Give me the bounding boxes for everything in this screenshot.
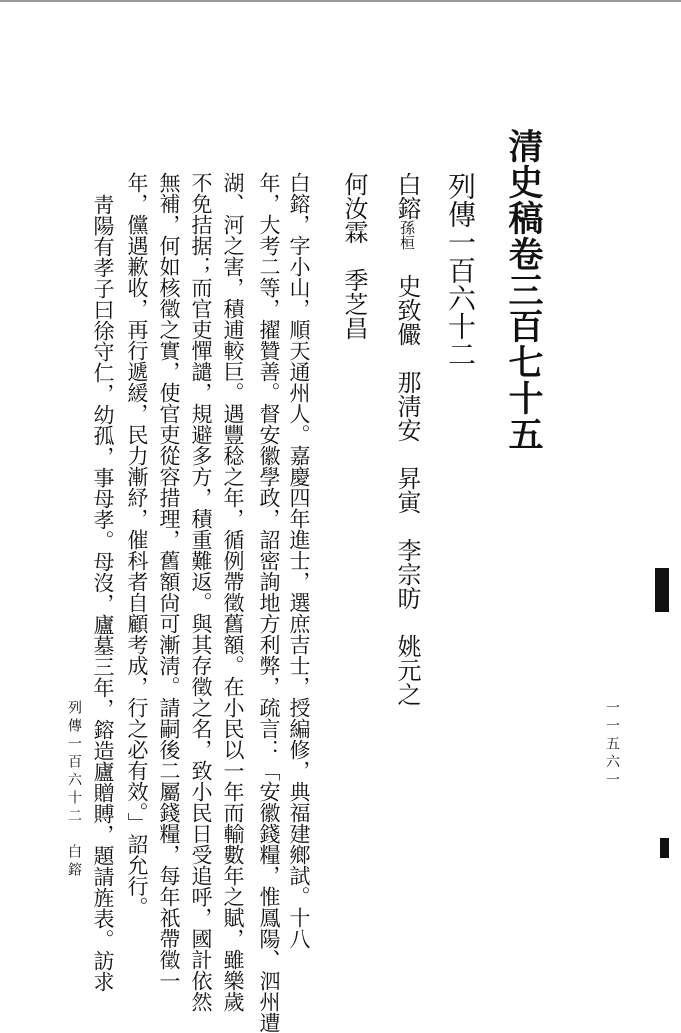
juan-title: 列傳一百六十二: [444, 172, 477, 368]
biography-names-line-2: 何汝霖 季芝昌: [340, 172, 368, 340]
body-column-4: 不免拮据；而官吏憚譴，規避多方，積重難返。與其存徵之名，致小民日受追呼，國計依然: [189, 172, 213, 1012]
footer-section-label: 列傳一百六十二 白鎔: [66, 700, 82, 880]
name-bai-rong: 白鎔: [393, 172, 421, 220]
body-column-6: 年，儻遇歉收，再行遞緩，民力漸紓，催科者自顧考成，行之必有效。」詔允行。: [125, 172, 149, 918]
footer-page-number: 一一五六一: [604, 700, 620, 790]
top-border: [0, 0, 681, 2]
name-note: 孫桓: [398, 220, 416, 250]
biography-names-line-1: [395, 172, 419, 706]
body-column-1: 白鎔，字小山，順天通州人。嘉慶四年進士，選庶吉士，授編修，典福建鄉試。十八: [287, 172, 311, 949]
body-column-5: 無補，何如核徵之實，使官吏從容措理，舊額尙可漸淸。請嗣後二屬錢糧，每年祇帶徵一: [157, 172, 181, 991]
body-column-3: 湖、河之害，積逋較巨。遇豐稔之年，循例帶徵舊額。在小民以一年而輸數年之賦，雖樂歲: [221, 172, 245, 1012]
names-rest: 史致儼 那淸安 昇寅 李宗昉 姚元之: [393, 274, 421, 706]
volume-title: 清史稿卷三百七十五: [503, 128, 544, 452]
body-column-2: 年，大考二等，擢贊善。督安徽學政，詔密詢地方利弊，疏言：「安徽錢糧，惟鳳陽、泗州遭: [257, 172, 281, 1033]
ink-mark: [660, 838, 669, 858]
ink-mark: [655, 568, 669, 612]
body-column-7: 靑陽有孝子曰徐守仁，幼孤，事母孝。母沒，廬墓三年，鎔造廬贈賻，題請旌表。訪求: [91, 194, 115, 992]
